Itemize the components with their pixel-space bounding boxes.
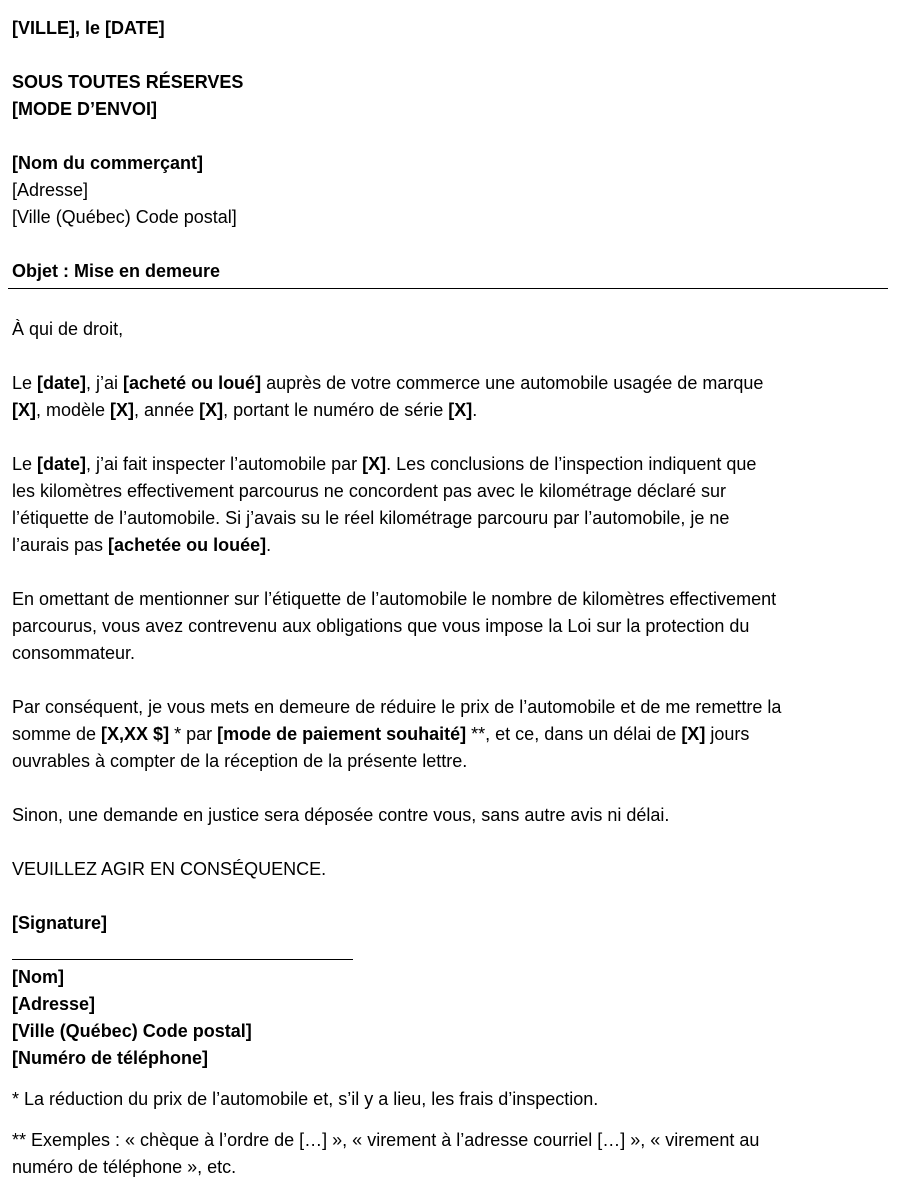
p1-text: , portant le numéro de série bbox=[223, 400, 449, 420]
p1-make-placeholder: [X] bbox=[12, 400, 36, 420]
p2-inspector-placeholder: [X] bbox=[362, 454, 387, 474]
sender-city: [Ville (Québec) Code postal] bbox=[12, 1021, 252, 1041]
place-date: [VILLE], le [DATE] bbox=[12, 18, 165, 38]
recipient-city: [Ville (Québec) Code postal] bbox=[12, 207, 237, 227]
recipient-name: [Nom du commerçant] bbox=[12, 153, 204, 173]
p2-date-placeholder: [date] bbox=[37, 454, 87, 474]
p2-text: . bbox=[266, 535, 272, 555]
p2-line-1 bbox=[12, 453, 756, 475]
p1-text: . bbox=[472, 400, 478, 420]
p3-line-1: En omettant de mentionner sur l’étiquette de l’automobile le nombre de kilomètres effectivement bbox=[12, 589, 777, 609]
p1-model-placeholder: [X] bbox=[110, 400, 135, 420]
p4-line-2 bbox=[12, 723, 749, 745]
p1-text: , modèle bbox=[36, 400, 111, 420]
p1-year-placeholder: [X] bbox=[199, 400, 224, 420]
p1-text: , année bbox=[134, 400, 200, 420]
footnote-1: * La réduction du prix de l’automobile et, s’il y a lieu, les frais d’inspection. bbox=[12, 1089, 599, 1109]
p2-purchase-placeholder: [achetée ou louée] bbox=[108, 535, 267, 555]
p2-text: , j’ai fait inspecter l’automobile par bbox=[86, 454, 363, 474]
p1-text: , j’ai bbox=[86, 373, 124, 393]
p1-serial-placeholder: [X] bbox=[448, 400, 473, 420]
p2-text: l’aurais pas bbox=[12, 535, 109, 555]
signature-placeholder: [Signature] bbox=[12, 913, 108, 933]
p1-line-1 bbox=[12, 372, 763, 394]
p5-line: Sinon, une demande en justice sera déposée contre vous, sans autre avis ni délai. bbox=[12, 805, 670, 825]
p4-text: * par bbox=[169, 724, 218, 744]
subject-line: Objet : Mise en demeure bbox=[12, 261, 221, 281]
sender-phone: [Numéro de téléphone] bbox=[12, 1048, 209, 1068]
p2-line-2: les kilomètres effectivement parcourus ne concordent pas avec le kilométrage déclaré sur bbox=[12, 481, 727, 501]
p1-date-placeholder: [date] bbox=[37, 373, 87, 393]
p4-line-1: Par conséquent, je vous mets en demeure de réduire le prix de l’automobile et de me remettre la bbox=[12, 697, 782, 717]
p4-days-placeholder: [X] bbox=[681, 724, 706, 744]
p2-text: . Les conclusions de l’inspection indiquent que bbox=[386, 454, 757, 474]
p1-text: Le bbox=[12, 373, 38, 393]
p2-line-3: l’étiquette de l’automobile. Si j’avais su le réel kilométrage parcouru par l’automobile, je ne bbox=[12, 508, 730, 528]
sender-name: [Nom] bbox=[12, 967, 64, 987]
p4-text: somme de bbox=[12, 724, 102, 744]
p3-line-3: consommateur. bbox=[12, 643, 136, 663]
reserves-mention: SOUS TOUTES RÉSERVES bbox=[12, 72, 244, 92]
closing-line: VEUILLEZ AGIR EN CONSÉQUENCE. bbox=[12, 859, 327, 879]
footnote-2-line-2: numéro de téléphone », etc. bbox=[12, 1157, 237, 1177]
salutation: À qui de droit, bbox=[12, 319, 124, 339]
p4-line-3: ouvrables à compter de la réception de la présente lettre. bbox=[12, 751, 468, 771]
footnote-2-line-1: ** Exemples : « chèque à l’ordre de […] », « virement à l’adresse courriel […] », « virement au bbox=[12, 1130, 760, 1150]
p1-line-2 bbox=[12, 399, 477, 421]
p4-text: jours bbox=[705, 724, 750, 744]
subject-divider bbox=[8, 288, 888, 289]
sender-address: [Adresse] bbox=[12, 994, 96, 1014]
recipient-address: [Adresse] bbox=[12, 180, 89, 200]
p4-payment-placeholder: [mode de paiement souhaité] bbox=[217, 724, 467, 744]
p2-line-4 bbox=[12, 534, 271, 556]
p2-text: Le bbox=[12, 454, 38, 474]
p1-purchase-placeholder: [acheté ou loué] bbox=[123, 373, 262, 393]
p3-line-2: parcourus, vous avez contrevenu aux obligations que vous impose la Loi sur la protection du bbox=[12, 616, 750, 636]
signature-line bbox=[12, 959, 353, 960]
p4-amount-placeholder: [X,XX $] bbox=[101, 724, 170, 744]
mode-envoi: [MODE D’ENVOI] bbox=[12, 99, 158, 119]
p1-text: auprès de votre commerce une automobile usagée de marque bbox=[261, 373, 764, 393]
p4-text: **, et ce, dans un délai de bbox=[466, 724, 682, 744]
